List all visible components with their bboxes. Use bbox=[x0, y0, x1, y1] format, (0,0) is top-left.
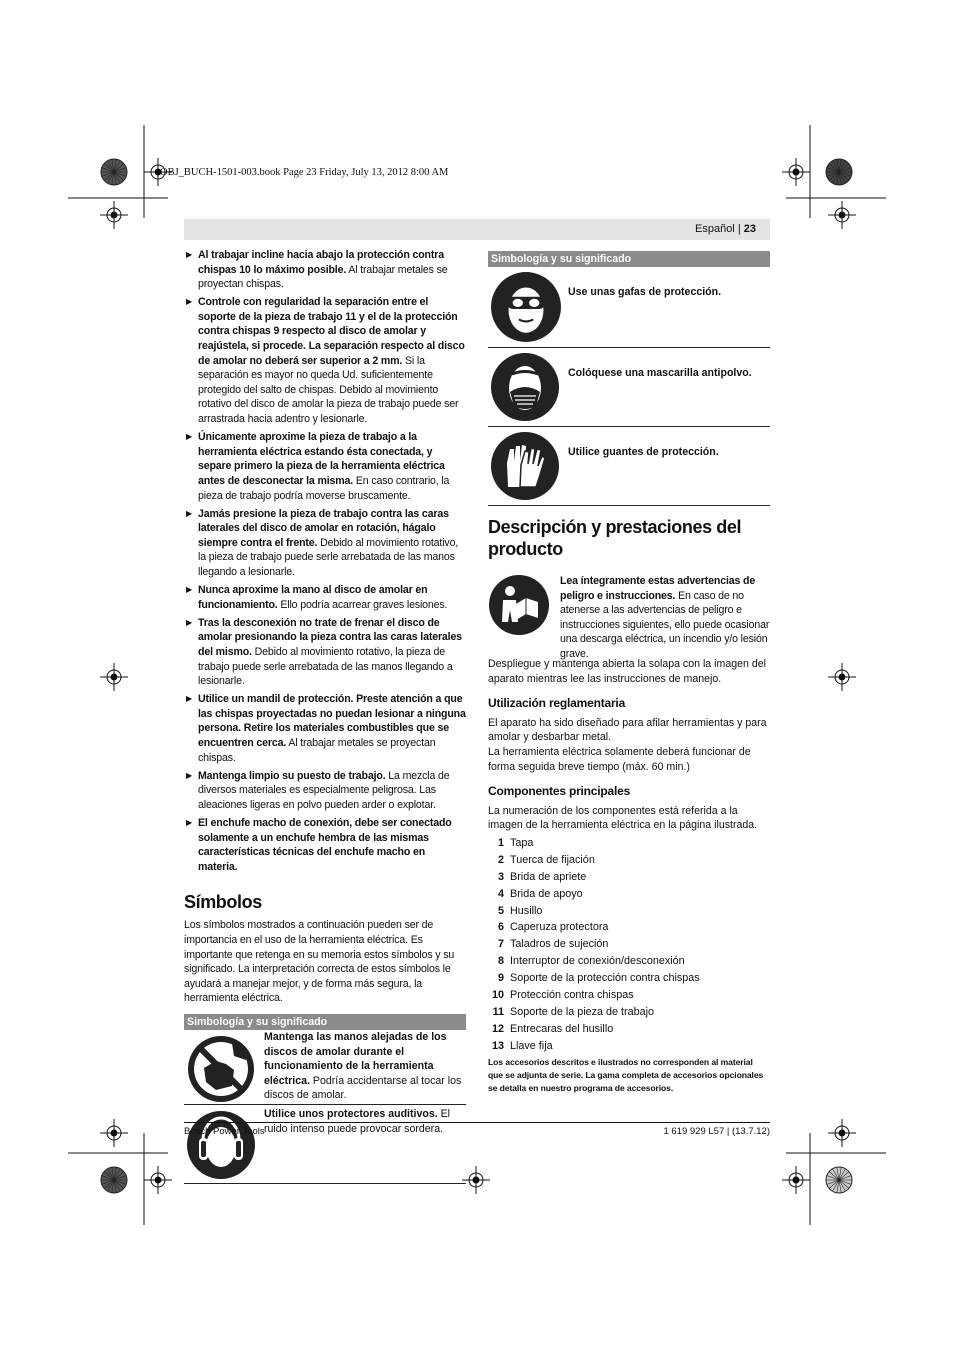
component-item: 11 Soporte de la pieza de trabajo bbox=[492, 1006, 655, 1018]
symbol-row-mask bbox=[488, 348, 770, 427]
component-item: 2 Tuerca de fijación bbox=[497, 853, 595, 866]
symbol-row-mask-text: Colóquese una mascarilla antipolvo. bbox=[568, 367, 752, 379]
right-column bbox=[488, 251, 770, 1095]
safety-bullet: ▶ Jamás presione la pieza de trabajo contra las caras laterales del disco de amolar en rotación, hágalo siempre contra el frente. Debido al movimiento rotativo, la pieza de trabajo puede serle arrebatada de las manos llegando a lesionarle. bbox=[186, 507, 459, 578]
symbol-row-ears-text: Utilice unos protectores auditivos. El ruido intenso puede provocar sordera. bbox=[264, 1107, 451, 1135]
simbolos-intro: Los símbolos mostrados a continuación pueden ser de importancia en el uso de la herramienta eléctrica. Es importante que retenga en su memoria estos símbolos y su significado. La interpretación correcta de estos símbolos le ayudará a manejar mejor, y de forma más segura, la herramienta eléctrica. bbox=[184, 919, 455, 1005]
symbol-row-hands-text: Mantenga las manos alejadas de los discos de amolar durante el funcionamiento de la herramienta eléctrica. Podría accidentarse al tocar los discos de amolar. bbox=[264, 1030, 462, 1102]
dust-mask-icon bbox=[490, 352, 560, 427]
component-item: 8 Interruptor de conexión/desconexión bbox=[497, 955, 685, 968]
component-item: 7 Taladros de sujeción bbox=[497, 938, 609, 951]
symbol-row-gloves bbox=[488, 427, 770, 506]
no-hands-icon bbox=[186, 1034, 256, 1109]
print-job-line: OBJ_BUCH-1501-003.book Page 23 Friday, July 13, 2012 8:00 AM bbox=[160, 167, 449, 178]
componentes-intro: La numeración de los componentes está referida a la imagen de la herramienta eléctrica en la página ilustrada. bbox=[488, 804, 758, 832]
utilizacion-title: Utilización reglamentaria bbox=[488, 696, 626, 711]
bullet-triangle-icon: ▶ bbox=[186, 770, 193, 780]
bullet-triangle-icon: ▶ bbox=[186, 508, 193, 518]
utilizacion-p2: La herramienta eléctrica solamente deberá funcionar de forma seguida breve tiempo (máx. 60 min.) bbox=[488, 745, 751, 773]
header-separator: | bbox=[737, 223, 741, 235]
safety-bullet: ▶ Utilice un mandil de protección. Preste atención a que las chispas proyectadas no puedan lesionar a ninguna persona. Retire los materiales combustibles que se encuentren cerca. Al trabajar metales se proyectan chispas. bbox=[186, 693, 466, 764]
component-item: 4 Brida de apoyo bbox=[497, 887, 583, 900]
symbol-row-goggles bbox=[488, 267, 770, 348]
safety-bullet: ▶ Nunca aproxime la mano al disco de amolar en funcionamiento. Ello podría acarrear graves lesiones. bbox=[186, 584, 448, 611]
header-page-number: 23 bbox=[743, 223, 756, 235]
symbol-table-right bbox=[488, 251, 770, 506]
safety-bullet: ▶ Tras la desconexión no trate de frenar el disco de amolar presionando la pieza contra las caras laterales del mismo. Debido al movimiento rotativo, la pieza de trabajo puede serle arrebatada de las manos llegando a lesionarle. bbox=[186, 616, 462, 688]
read-manual-icon bbox=[488, 574, 550, 641]
component-item: 9 Soporte de la protección contra chispas bbox=[497, 972, 700, 985]
symbol-row-ears bbox=[184, 1105, 466, 1184]
bullet-triangle-icon: ▶ bbox=[186, 817, 193, 827]
bullet-triangle-icon: ▶ bbox=[186, 250, 193, 259]
symbol-table-header-right: Simbología y su significado bbox=[488, 251, 770, 267]
foldout-note: Despliegue y mantenga abierta la solapa con la imagen del aparato mientras lee las instrucciones de manejo. bbox=[488, 658, 766, 685]
component-item: 1 Tapa bbox=[497, 836, 534, 849]
simbolos-title: Símbolos bbox=[184, 892, 262, 913]
safety-bullet: ▶ El enchufe macho de conexión, debe ser conectado solamente a un enchufe hembra de las mismas características técnicas del enchufe macho en materia. bbox=[186, 816, 452, 873]
safety-goggles-icon bbox=[490, 271, 562, 348]
component-item: 5 Husillo bbox=[497, 904, 543, 917]
symbol-row-goggles-text: Use unas gafas de protección. bbox=[568, 286, 722, 298]
bullet-triangle-icon: ▶ bbox=[186, 297, 193, 307]
component-item: 12 Entrecaras del husillo bbox=[491, 1022, 614, 1035]
footer-rule bbox=[184, 1122, 770, 1123]
safety-bullet: ▶ Únicamente aproxime la pieza de trabajo a la herramienta eléctrica estando ésta conectada, y separe primero la pieza de la herramienta eléctrica antes de desconectar la misma. En caso contrario, la pieza de trabajo podría moverse bruscamente. bbox=[186, 431, 450, 502]
symbol-row-gloves-text: Utilice guantes de protección. bbox=[568, 446, 719, 458]
component-item: 10 Protección contra chispas bbox=[491, 989, 634, 1002]
safety-bullet-list bbox=[184, 248, 466, 874]
read-instructions-block bbox=[488, 574, 770, 660]
component-item: 6 Caperuza protectora bbox=[497, 921, 609, 934]
footer-brand: Bosch Power Tools bbox=[184, 1126, 265, 1137]
bullet-triangle-icon: ▶ bbox=[186, 694, 193, 704]
page-header-text bbox=[695, 219, 770, 240]
safety-bullet: ▶ Mantenga limpio su puesto de trabajo. La mezcla de diversos materiales es especialmente peligrosa. Las aleaciones ligeras en polvo pueden arder o explotar. bbox=[186, 769, 450, 811]
bullet-triangle-icon: ▶ bbox=[186, 617, 193, 627]
safety-bullet: ▶ Al trabajar incline hacia abajo la protección contra chispas 10 lo máximo posible. Al trabajar metales se proyectan chispas. bbox=[186, 249, 448, 291]
left-column bbox=[184, 248, 466, 1184]
accessories-note: Los accesorios descritos e ilustrados no corresponden al material que se adjunta de serie. La gama completa de accesorios opcionales se detalla en nuestro programa de accesorios. bbox=[488, 1056, 764, 1093]
symbol-table-left bbox=[184, 1014, 466, 1184]
read-instructions-text: Lea íntegramente estas advertencias de peligro e instrucciones. En caso de no atenerse a las advertencias de peligro e instrucciones siguientes, ello puede ocasionar una descarga eléctrica, un incendio y/o lesión grave. bbox=[560, 575, 770, 660]
page-header-bar bbox=[184, 219, 770, 240]
component-list bbox=[488, 835, 770, 1055]
bullet-triangle-icon: ▶ bbox=[186, 432, 193, 442]
bullet-triangle-icon: ▶ bbox=[186, 585, 193, 595]
componentes-title: Componentes principales bbox=[488, 784, 631, 799]
header-language: Español bbox=[695, 223, 735, 235]
safety-bullet: ▶ Controle con regularidad la separación entre el soporte de la pieza de trabajo 11 y el de la protección contra chispas 9 respecto al disco de amolar y reajústela, si procede. La separación respecto al disco de amolar no deberá ser superior a 2 mm. Si la separación es mayor no queda Ud. suficientemente protegido del salto de chispas. Debido al movimiento rotativo del disco de amolar la pieza de trabajo puede ser arrastrada hacia adentro y lesionarle. bbox=[186, 296, 465, 426]
component-item: 13 Llave fija bbox=[491, 1039, 553, 1052]
symbol-table-header: Simbología y su significado bbox=[184, 1014, 466, 1030]
component-item: 3 Brida de apriete bbox=[497, 870, 587, 883]
descripcion-title: Descripción y prestaciones del producto bbox=[488, 517, 742, 559]
utilizacion-p1: El aparato ha sido diseñado para afilar herramientas y para amolar y desbarbar metal. bbox=[488, 716, 767, 744]
symbol-row-hands bbox=[184, 1030, 466, 1105]
gloves-icon bbox=[490, 431, 560, 506]
footer-code: 1 619 929 L57 | (13.7.12) bbox=[663, 1126, 770, 1137]
